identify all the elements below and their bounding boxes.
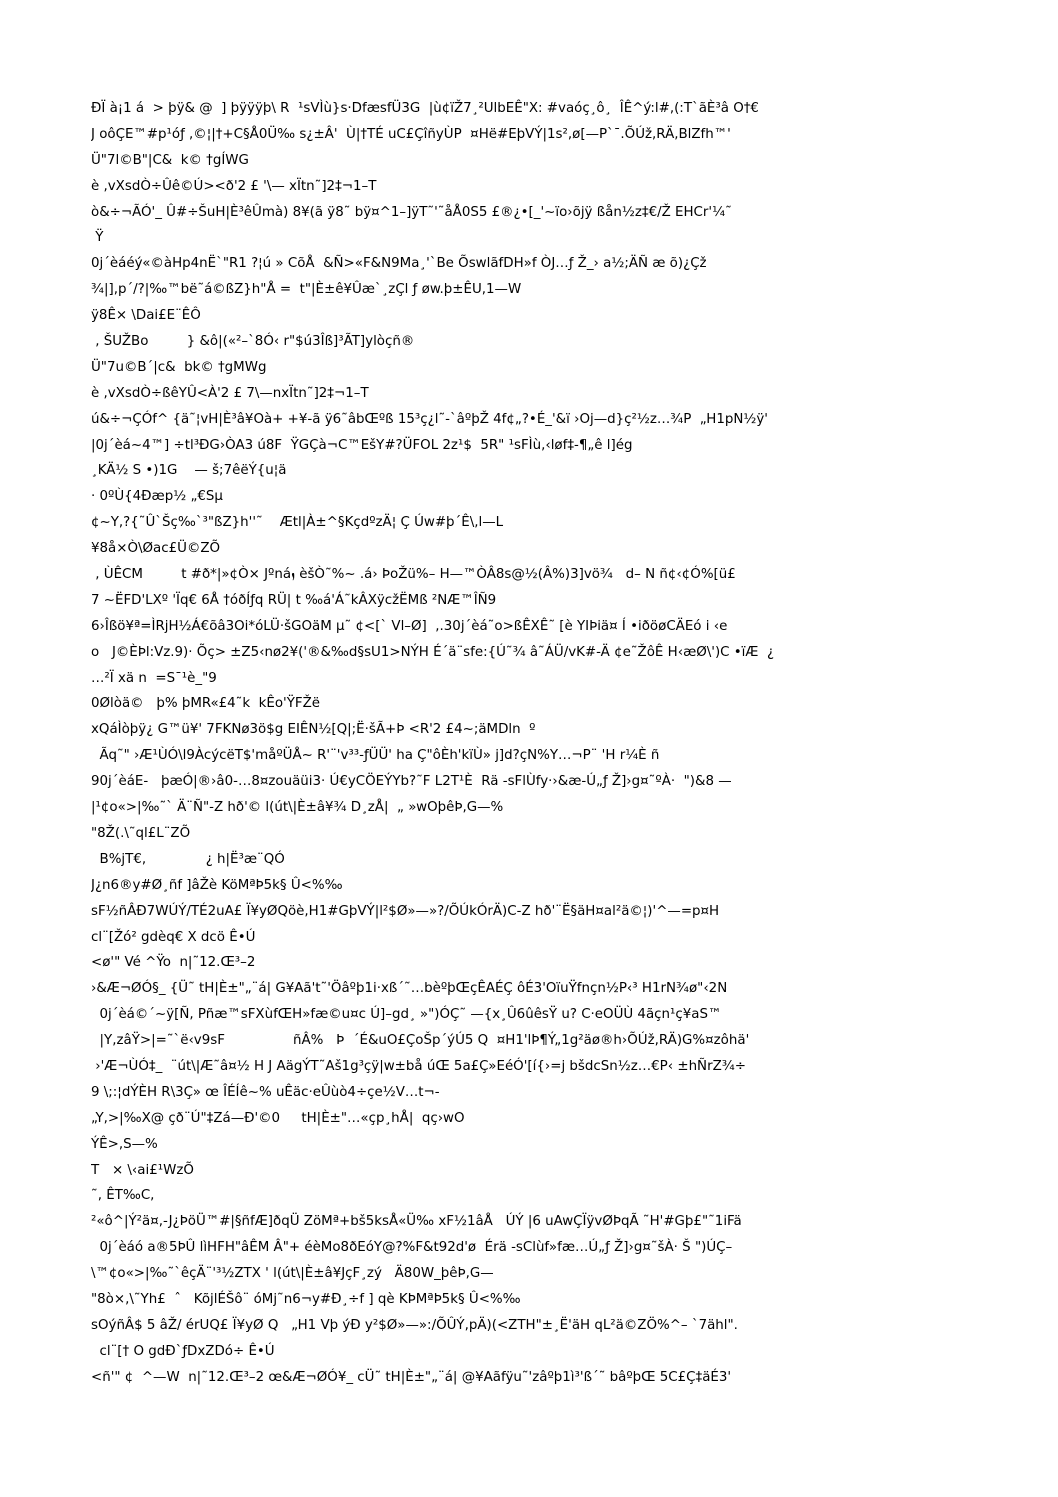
text-line: \™¢o«>|‰˜`êçÄ¨'³½ZTX ' l(út\|È±â¥JçF¸zý Ä80W_þêÞ,G— (91, 1266, 494, 1282)
text-line: ¢~Y,?{˜Û`Šç‰`³"ßZ}h''˜ Ætl|À±^§KçdºzÄ¦ Ç Úw#þ´Ê\,l—L (91, 515, 504, 531)
text-line: 0j´èáó a®5ÞÛ lìHFH"âÊM Â"+ éèMo8ðEóY@?%F&t92d'ø Érä -sClùf»fæ…Ú„ƒ Ž]›g¤˜šÀ· Š ")ÚÇ– (91, 1240, 733, 1256)
text-line: , ÙÊCM t #ð*|»¢Ò× Jºnáܙ èšÒ˜%~ .á› ÞoŽü%– H—™ÒÂ8s@½(Â%)3]vö¾ d– N ñ¢‹¢Ó%[ü£ (91, 567, 736, 583)
text-line: ¸KÄ½ S •)1G — š;7êëÝ{u¦ä (91, 463, 287, 479)
text-line: ÐÏ à¡1 á > þÿ& @ ] þÿÿÿþ\ R ¹sVÌù}s·DfæsfÜ3G |ù¢ïŽ7¸²UlbEÊ"X: #vaóç¸ô¸ ÎÊ^ý:l#,(:T`ãÈ³â O†€ (91, 101, 759, 116)
text-line: J oôÇE™#p¹óƒ ,©¦|†+C§Å0Ü‰ s¿±Â' Ù|†TÉ uC£ÇîñyÙP ¤Hë#EþVÝ|1s²,ø[—P`¯.ÕÚž,RÄ,BlZfh™' (91, 126, 731, 142)
text-line: "8Ž(.\˜ql£L¨ZÕ (91, 825, 191, 841)
text-line: Ü"7l©B"|C& k© †gÍWG (91, 152, 249, 168)
text-line: 9 \;:¦dÝÈH R\3Ç» œ ÎÉÍê~% uÊäc·eÛùò4÷çe½V…t¬- (91, 1084, 440, 1100)
text-line: Ü"7u©B´|c& bk© †gMWg (91, 359, 267, 375)
text-line: …²Ï xä n =S¯¹è_"9 (91, 670, 217, 686)
text-line: |¹¢o«>|‰˜` Ä¨Ñ"-Z hð'© l(út\|È±â¥¾ D¸zÅ| „ »wOþêÞ,G—% (91, 800, 504, 816)
text-line: 0j´èá©´~ÿ[Ñ, Pñæ™sFXùfŒH»fæ©u¤c Ú]–gd¸ »")ÓÇ˜ —{x¸Û6ûêsŸ u? C·eOÜÙ 4ãçn¹ç¥aS™ (91, 1007, 722, 1023)
text-line: sOýñÂ$ 5 âŽ/ érUQ£ Ï¥yØ Q „H1 Vþ ýÐ y²$Ø»—»:/ÕÛÝ,pÄ)(<ZTH"±¸Ë'äH qL²ä©ZÖ%^– `7ähl". (91, 1317, 738, 1333)
text-line: o J©ÈÞl:Vz.9)· Õç> ±Z5‹nø2¥('®&‰d§sU1>NÝH É´ä¨sfe:{Ú˜¾ â˜ÁÜ/vK#-Ä ¢e˜ŽôÊ H‹æØ\')C •ïÆ ¿ (91, 644, 775, 660)
text-line: "8ò×,\˜Yh£ ˆ KõjlÉŠô¨ óMj˜n6¬y#Ð¸÷f ] qè KÞMªÞ5k§ Û<%‰ (91, 1291, 521, 1307)
text-line: , ŠUŽBo } &ô|(«²–`8Ó‹ r"$ú3Îß]³ÃT]ylòçñ® (91, 334, 415, 350)
text-line: 6›Îßö¥ª=ÌRjH½Á€õâ3Oi*óLÜ·šGOäM µ˜ ¢<[` Vl–Ø] ,.30j´èá˜o>ßÊXÊ˜ [è YIÞiä¤ Í •iðöøCÄEó i ‹e (91, 618, 728, 634)
text-line: · 0ºÙ{4Ðæp½ „€Sµ (91, 489, 223, 505)
text-line: T × \‹ai£¹WzÕ (91, 1162, 194, 1178)
text-line: ›'Æ¬ÙÓ‡_ ¨út\|Æ˜â¤½ H J AägÝT˜Aš1g³çÿ|w±bå úŒ 5a£Ç»EéÓ'[í{›=j bšdcSn½z…€P‹ ±hÑrZ¾÷ (91, 1058, 746, 1074)
text-line: ÿ8Ê× \Dai£E¨ÊÔ (91, 308, 201, 324)
text-line: è ,vXsdÒ÷ßêYÛ<À'2 £ 7\—nxÏtn˜]2‡¬1–T (91, 385, 369, 401)
text-line: 0Ølòä© þ% þMR«£4˜k kÊo'ŸFŽë (91, 696, 321, 712)
text-line: 90j´èáE- þæÓ|®›â0-…8¤zouäüi3· Ú€yCÖEÝYb?˜F L2T¹È Rä -sFlÙfy·›&æ-Ú„ƒ Ž]›g¤˜ºÀ· ")&8 — (91, 774, 732, 790)
text-line: è ,vXsdÒ÷Ûê©Ú><ð'2 £ '\— xÏtn˜]2‡¬1–T (91, 178, 377, 194)
text-line: ›&Æ¬ØÓ§_ {Ü˜ tH|È±"„¨á| G¥Aã't˜'Öâºþ1i·xß´˜…bèºþŒçÊAÉÇ ôÉ3'OïuŸfnçn½P‹³ H1rN¾ø"‹2N (91, 981, 728, 997)
text-line: <ñ'" ¢ ^—W n|˜12.Œ³–2 œ&Æ¬ØÓ¥_ cÜ˜ tH|È±"„¨á| @¥Aãfÿu˜'zâºþ1ì³'ß´˜ bâºþŒ 5C£Ç‡äÉ3' (91, 1369, 732, 1385)
text-line: 7 ~ËFD'LXº 'Ïq€ 6Å †óðÍƒq RÜ| t ‰á'Á˜kÂXÿcžËMß ²NÆ™ÎÑ9 (91, 592, 497, 608)
text-line: cl¨[Žó² gdèq€ X dcö Ê•Ú (91, 929, 256, 945)
text-line: 0j´èáéý«©àHp4nË`"R1 ?¦ú » CõÅ &Ñ>«F&N9Ma¸'`Be ÕswlãfDH»f ÒJ…ƒ Ž_› a½;ÄÑ æ õ)¿Çž (91, 256, 716, 272)
text-line: <ø'" Vé ^Ÿo n|˜12.Œ³–2 (91, 955, 256, 971)
text-line: xQáÌòþÿ¿ G™ü¥' 7FKNø3ö$g EIÊN½[Q|;Ë·šÃ+Þ <R'2 £4~;äMDln º (91, 722, 536, 738)
text-line: ¾|],p´/?|‰™bë˜á©ßZ}h"Å = t"|È±ê¥Ûæ`¸zÇl ƒ øw.þ±ÊU,1—W (91, 282, 522, 298)
text-line: ò&÷¬ÃÓ'_ Û#÷ŠuH|È³êÛmà) 8¥(ã ÿ8˜ bÿ¤^1–]ÿT˜'˜åÅ0S5 £®¿•[_'~ïo›õjÿ ßån½z‡€/Ž EHCr'¼˜ (91, 204, 732, 220)
text-line: |Y,zâŸ>|=˜`ë‹v9sF ñÂ% Þ ´É&uO£ÇoŠp´ýÚ5 Q ¤H1'lÞ¶Ý„1g²äø®h›ÕÚž,RÄ)G%¤zôhä' (91, 1033, 750, 1049)
text-line: sF½ñÂÐ7WÚÝ/TÉ2uA£ Ï¥yØQöè,H1#GþVÝ|l²$Ø»—»?/ÕÚkÓrÄ)C-Z hð'¨Ë§äH¤al²ä©¦)'^—=p¤H (91, 903, 720, 919)
text-line: J¿n6®y#Ø¸ñf ]âŽè KöMªÞ5k§ Û<%‰ (91, 877, 343, 893)
text-line: Ÿ (91, 230, 104, 246)
text-line: cl¨[† O gdÐ`ƒDxZDó÷ Ê•Ú (91, 1343, 275, 1359)
text-line: |0j´èá~4™] ÷tl³ÐG›ÒA3 ú8F ŸGÇà¬C™EšY#?ÜFOL 2z¹$ 5R" ¹sFÌù,‹løf‡-¶„ê l]ég (91, 437, 633, 453)
text-line: ú&÷¬ÇÓf^ {ä˜¦vH|È³â¥Oà+ +¥-ã ÿ6˜âbŒºß 15³ç¿l˜-`âºþŽ 4f¢„?•É_'&ï ›Oj—d}ç²½z…¾P „H1pN½ÿ' (91, 411, 768, 427)
text-line: ˜, ÊT‰C, (91, 1188, 155, 1204)
text-line: Ãq˜" ›Æ¹ÙÓ\l9ÀcýcëT$'måºÜÅ~ R'¨'v³³-ƒÜÜ' ha Ç"ôÈh'kïÙ» j]d?çN%Y…¬P¨ 'H r¼È ñ (91, 748, 660, 764)
text-line: ²«ô^|Ý²ä¤,-J¿ÞöÜ™#|§ñfÆ]ðqÜ ZöMª+bš5ksÅ«Ü‰ xF½1âÅ ÚÝ |6 uAwÇÏÿvØÞqÃ ˜H'#Gþ£"˜1iFä (91, 1214, 742, 1230)
text-line: „Y,>|‰X@ çð¨Ú"‡Zá—Ð'©0 tH|È±"…«çp¸hÅ| qç›wO (91, 1110, 465, 1126)
binary-text-body (91, 96, 1046, 1391)
text-line: ¥8å×Ò\Øac£Ü©ZÕ (91, 541, 221, 557)
text-line: ÝÊ>,S—% (91, 1136, 158, 1152)
text-line: B%jT€, ¿ h|Ë³æ¨QÓ (91, 851, 285, 867)
